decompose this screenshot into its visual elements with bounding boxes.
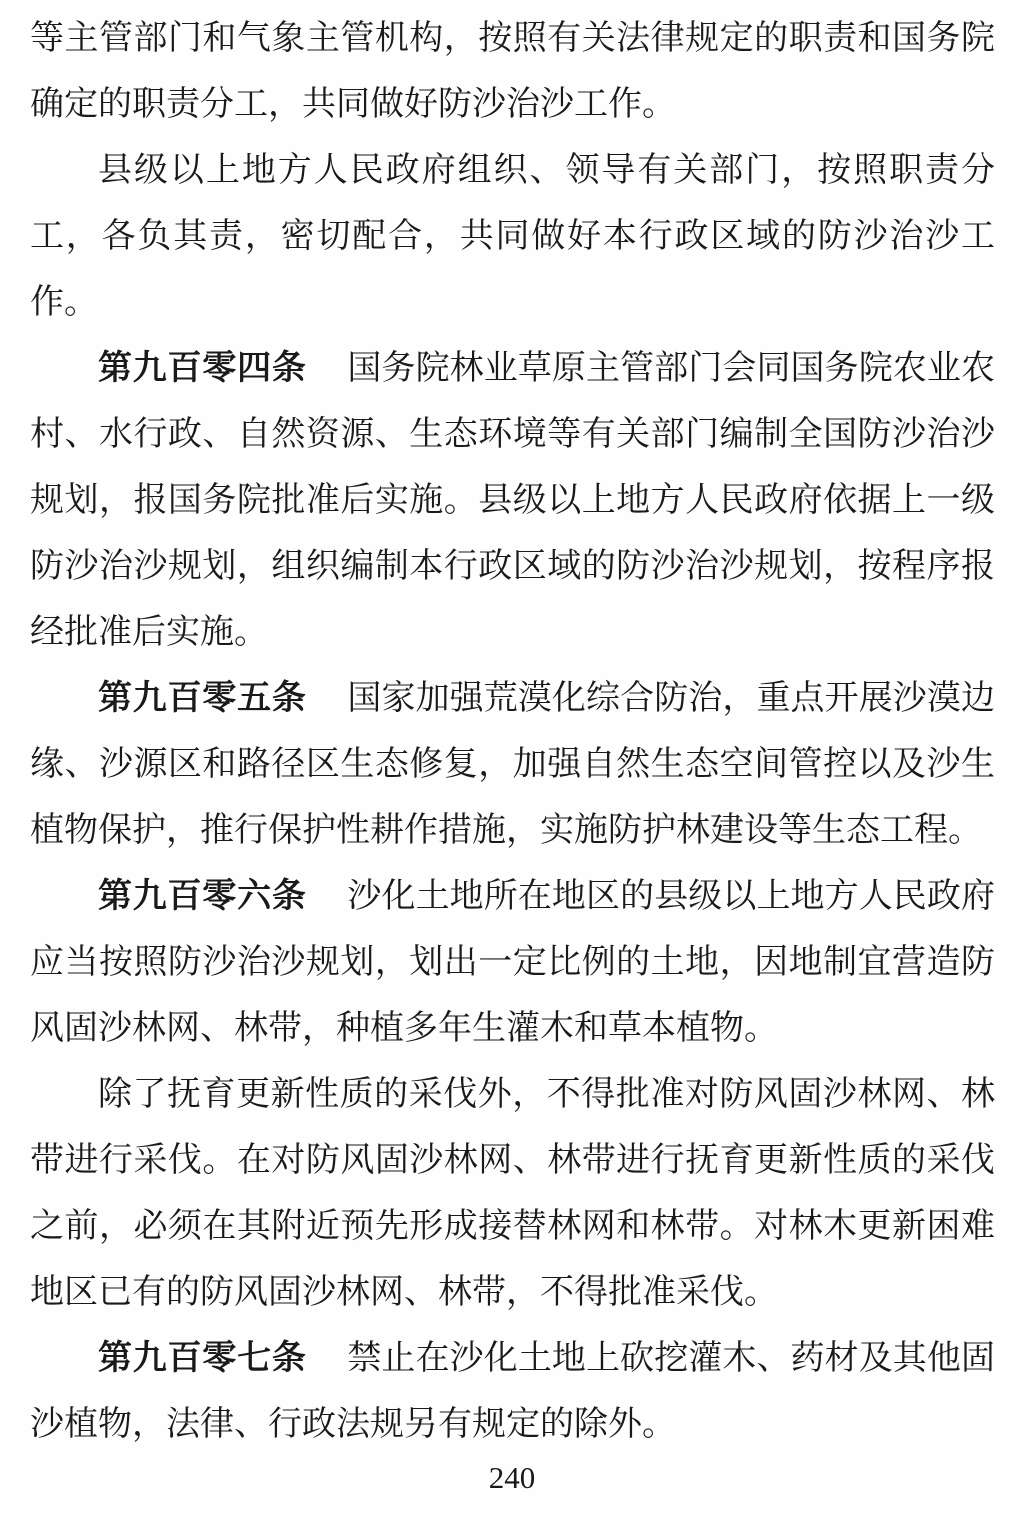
article-number: 第九百零五条 bbox=[98, 680, 307, 717]
paragraph-text: 县级以上地方人民政府组织、领导有关部门，按照职责分工，各负其责，密切配合，共同做好本行政区域的防沙治沙工作。 bbox=[30, 152, 995, 321]
law-paragraph-article-906 bbox=[30, 864, 995, 1062]
article-number: 第九百零四条 bbox=[98, 350, 307, 387]
law-text-block bbox=[30, 6, 995, 1458]
law-paragraph-article-904 bbox=[30, 336, 995, 666]
article-number: 第九百零六条 bbox=[98, 878, 307, 915]
paragraph-text: 禁止在沙化土地上砍挖灌木、药材及其他固沙植物，法律、行政法规另有规定的除外。 bbox=[30, 1340, 995, 1443]
law-paragraph bbox=[30, 1062, 995, 1326]
paragraph-text: 国务院林业草原主管部门会同国务院农业农村、水行政、自然资源、生态环境等有关部门编制全国防沙治沙规划，报国务院批准后实施。县级以上地方人民政府依据上一级防沙治沙规划，组织编制本行政区域的防沙治沙规划，按程序报经批准后实施。 bbox=[30, 350, 995, 651]
law-paragraph-article-907 bbox=[30, 1326, 995, 1458]
law-paragraph bbox=[30, 138, 995, 336]
law-paragraph-continuation bbox=[30, 6, 995, 138]
paragraph-text: 国家加强荒漠化综合防治，重点开展沙漠边缘、沙源区和路径区生态修复，加强自然生态空间管控以及沙生植物保护，推行保护性耕作措施，实施防护林建设等生态工程。 bbox=[30, 680, 995, 849]
article-number: 第九百零七条 bbox=[98, 1340, 307, 1377]
page-number: 240 bbox=[488, 1460, 536, 1495]
paragraph-text: 沙化土地所在地区的县级以上地方人民政府应当按照防沙治沙规划，划出一定比例的土地，因地制宜营造防风固沙林网、林带，种植多年生灌木和草本植物。 bbox=[30, 878, 995, 1047]
law-paragraph-article-905 bbox=[30, 666, 995, 864]
paragraph-text: 除了抚育更新性质的采伐外，不得批准对防风固沙林网、林带进行采伐。在对防风固沙林网、林带进行抚育更新性质的采伐之前，必须在其附近预先形成接替林网和林带。对林木更新困难地区已有的防风固沙林网、林带，不得批准采伐。 bbox=[30, 1076, 995, 1311]
paragraph-text: 等主管部门和气象主管机构，按照有关法律规定的职责和国务院确定的职责分工，共同做好防沙治沙工作。 bbox=[30, 20, 995, 123]
